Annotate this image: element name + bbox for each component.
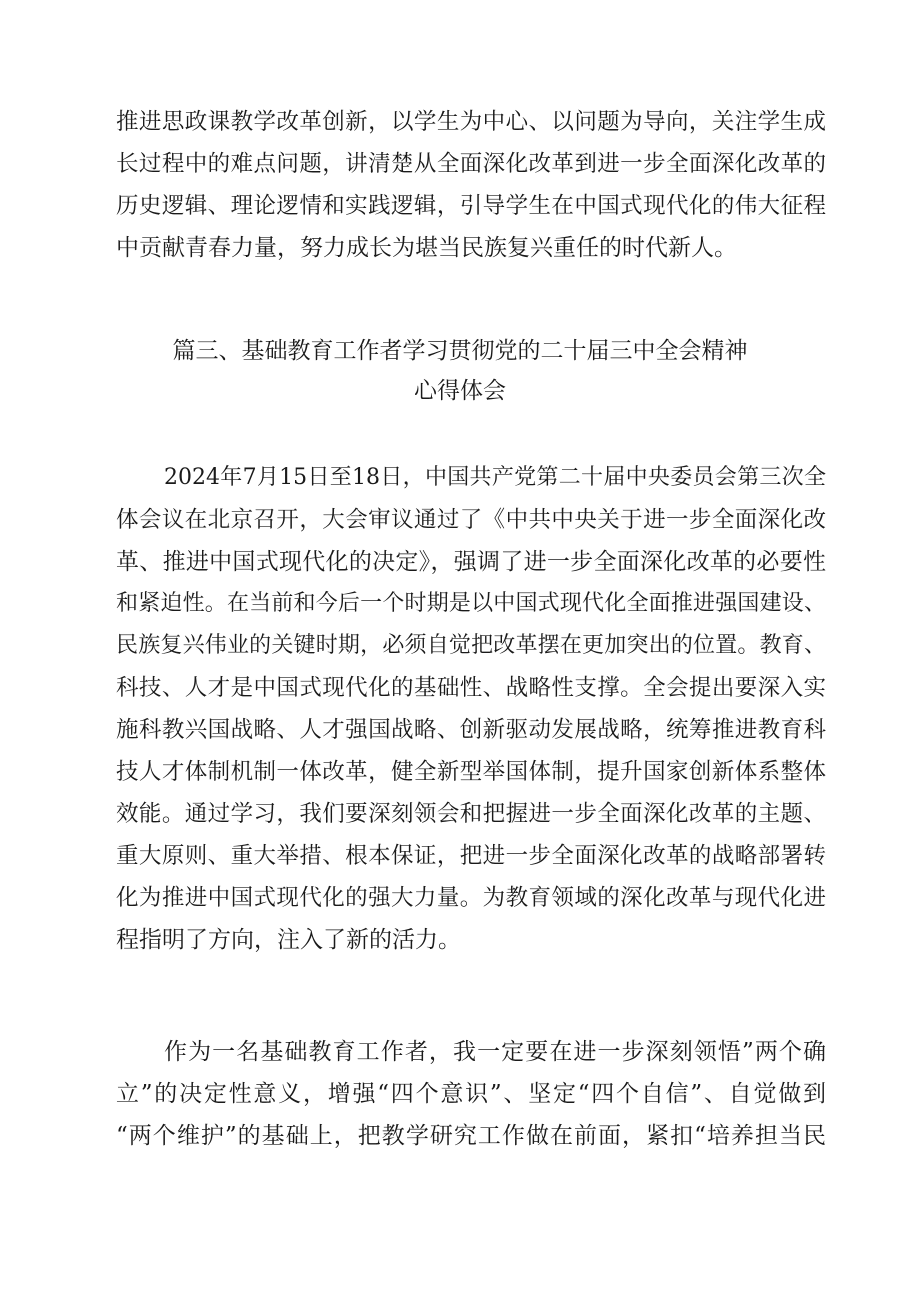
paragraph-line: 推进思政课教学改革创新，以学生为中心、以问题为导向，关注学生成 <box>116 109 826 135</box>
paragraph-line: 程指明了方向，注入了新的活力。 <box>116 927 461 953</box>
paragraph-line: 2024年7月15日至18日，中国共产党第二十届中央委员会第三次全 <box>164 465 826 490</box>
paragraph-line: 施科教兴国战略、人才强国战略、创新驱动发展战略，统筹推进教育科 <box>116 717 826 743</box>
paragraph-line: 和紧迫性。在当前和今后一个时期是以中国式现代化全面推进强国建设、 <box>116 591 826 616</box>
paragraph-line: 中贡献青春力量，努力成长为堪当民族复兴重任的时代新人。 <box>116 235 737 261</box>
paragraph-line: 化为推进中国式现代化的强大力量。为教育领域的深化改革与现代化进 <box>116 885 826 911</box>
paragraph-line: 民族复兴伟业的关键时期，必须自觉把改革摆在更加突出的位置。教育、 <box>116 633 826 658</box>
paragraph-line: 效能。通过学习，我们要深刻领会和把握进一步全面深化改革的主题、 <box>116 801 826 827</box>
paragraph-line: 长过程中的难点问题，讲清楚从全面深化改革到进一步全面深化改革的 <box>116 151 826 177</box>
paragraph-line: 作为一名基础教育工作者，我一定要在进一步深刻领悟”两个确 <box>164 1039 826 1065</box>
paragraph-line: 革、推进中国式现代化的决定》，强调了进一步全面深化改革的必要性 <box>116 549 826 575</box>
paragraph-line: 重大原则、重大举措、根本保证，把进一步全面深化改革的战略部署转 <box>116 843 826 869</box>
paragraph-line: 体会议在北京召开，大会审议通过了《中共中央关于进一步全面深化改 <box>116 507 826 533</box>
paragraph-line: 历史逻辑、理论逻情和实践逻辑，引导学生在中国式现代化的伟大征程 <box>116 193 826 219</box>
paragraph-line: 立”的决定性意义，增强“四个意识”、坚定“四个自信”、自觉做到 <box>116 1081 826 1107</box>
paragraph-line: 科技、人才是中国式现代化的基础性、战略性支撑。全会提出要深入实 <box>116 675 826 701</box>
section-title-line-1: 篇三、基础教育工作者学习贯彻党的二十届三中全会精神 <box>172 338 748 364</box>
paragraph-line: 技人才体制机制一体改革，健全新型举国体制，提升国家创新体系整体 <box>116 759 826 785</box>
section-title-line-2: 心得体会 <box>414 378 506 404</box>
paragraph-line: “两个维护”的基础上，把教学研究工作做在前面，紧扣“培养担当民 <box>116 1123 826 1149</box>
